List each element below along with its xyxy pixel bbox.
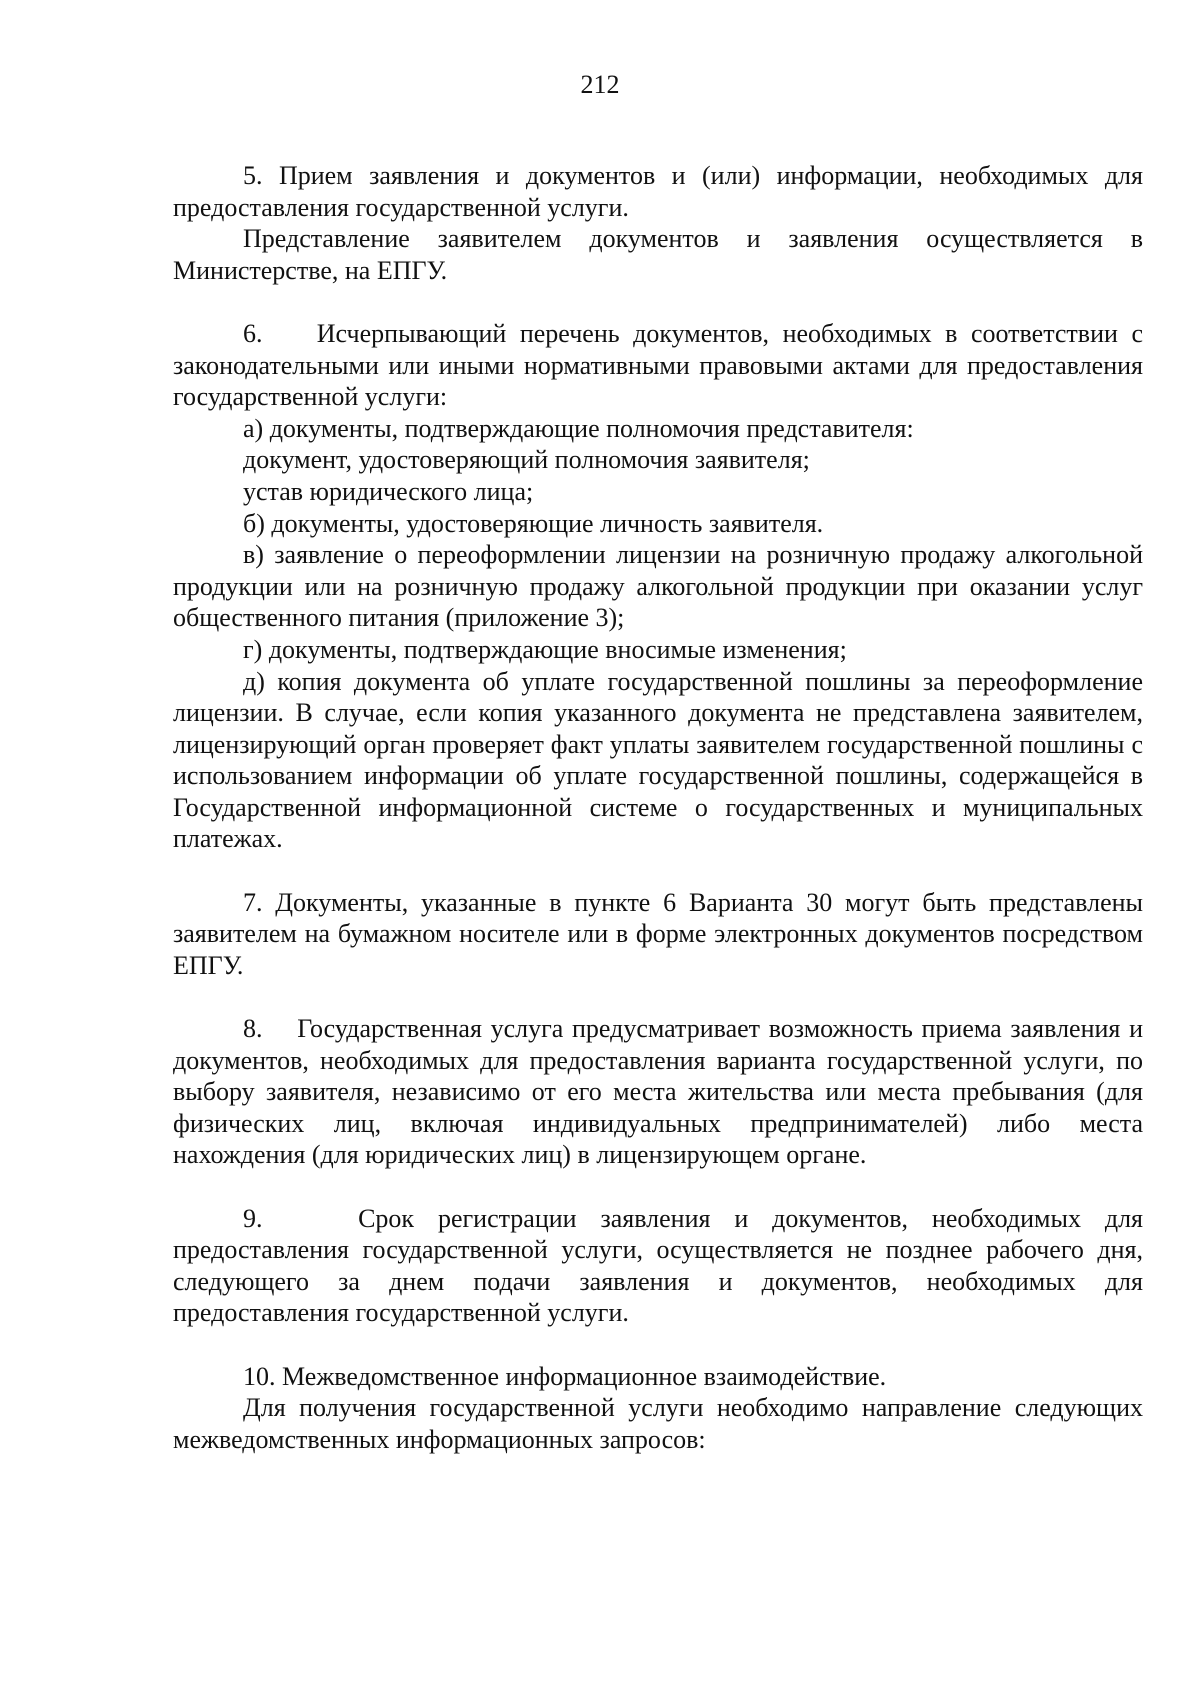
paragraph-item-6b: б) документы, удостоверяющие личность заявителя. bbox=[243, 508, 824, 538]
paragraph-item-6a-charter: устав юридического лица; bbox=[243, 476, 534, 506]
paragraph-spacer bbox=[173, 286, 1143, 318]
paragraph-item-7: 7. Документы, указанные в пункте 6 Варианта 30 могут быть представлены заявителем на бумажном носителе или в форме электронных документов посредством ЕПГУ. bbox=[173, 887, 1143, 980]
paragraph-item-6g: г) документы, подтверждающие вносимые изменения; bbox=[243, 634, 847, 664]
paragraph-item-10-requests: Для получения государственной услуги необходимо направление следующих межведомственных информационных запросов: bbox=[173, 1393, 1143, 1454]
paragraph-spacer bbox=[173, 1171, 1143, 1203]
paragraph-item-5: 5. Прием заявления и документов и (или) информации, необходимых для предоставления государственной услуги. bbox=[173, 161, 1143, 222]
page-number: 212 bbox=[580, 70, 620, 99]
paragraph-item-10: 10. Межведомственное информационное взаимодействие. bbox=[243, 1361, 887, 1391]
paragraph-spacer bbox=[173, 981, 1143, 1013]
paragraph-item-8: 8. Государственная услуга предусматривает возможность приема заявления и документов, необходимых для предоставления варианта государственной услуги, по выбору заявителя, независимо от его места жительства или места пребывания (для физических лиц, включая индивидуальных предпринимателей) либо места нахождения (для юридических лиц) в лицензирующем органе. bbox=[173, 1014, 1143, 1170]
paragraph-submission-place: Представление заявителем документов и заявления осуществляется в Министерстве, на ЕПГУ. bbox=[173, 224, 1143, 285]
document-body bbox=[173, 160, 1143, 1455]
paragraph-item-6v: в) заявление о переоформлении лицензии на розничную продажу алкогольной продукции или на розничную продажу алкогольной продукции при оказании услуг общественного питания (приложение 3); bbox=[173, 540, 1143, 633]
paragraph-item-9: 9. Срок регистрации заявления и документов, необходимых для предоставления государственной услуги, осуществляется не позднее рабочего дня, следующего за днем подачи заявления и документов, необходимых для предоставления государственной услуги. bbox=[173, 1203, 1143, 1328]
paragraph-spacer bbox=[173, 855, 1143, 887]
paragraph-item-6a: а) документы, подтверждающие полномочия представителя: bbox=[243, 413, 914, 443]
paragraph-spacer bbox=[173, 1329, 1143, 1361]
paragraph-item-6: 6. Исчерпывающий перечень документов, необходимых в соответствии с законодательными или иными нормативными правовыми актами для предоставления государственной услуги: bbox=[173, 318, 1143, 412]
paragraph-item-6a-doc: документ, удостоверяющий полномочия заявителя; bbox=[243, 445, 810, 475]
paragraph-item-6d: д) копия документа об уплате государственной пошлины за переоформление лицензии. В случае, если копия указанного документа не представлена заявителем, лицензирующий орган проверяет факт уплаты заявителем государственной пошлины с использованием информации об уплате государственной пошлины, содержащейся в Государственной информационной системе о государственных и муниципальных платежах. bbox=[173, 666, 1143, 854]
